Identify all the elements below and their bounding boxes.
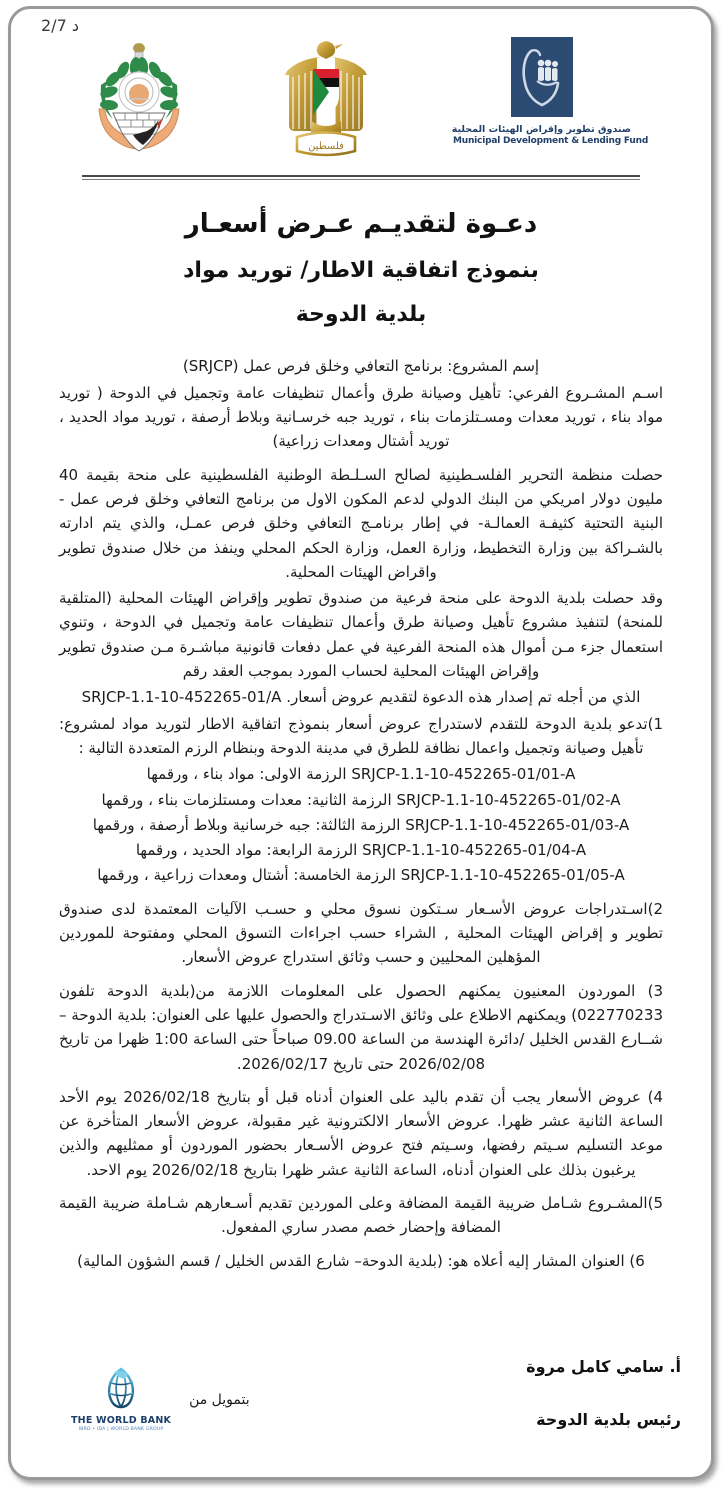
logo-row (37, 13, 685, 165)
document-body (59, 354, 663, 1272)
lot-number-2: SRJCP-1.1-10-452265-01/02-A (396, 790, 621, 809)
item-4: 4) عروض الأسعار يجب أن تقدم باليد على العنوان أدناه قبل أو بتاريخ 2026/02/18 يوم الأحد الساعة الثانية عشر ظهرا. عروض الأسعار الالكترونية غير مقبولة، عروض الأسعار المتأخرة عن موعد التسليم سـيتم رفضها، وسـيتم فتح عروض الأسـعار بحضور الموردون أو ممثليهم والذين يرغبون بذلك على العنوان أدناه، الساعة الثانية عشر ظهرا بتاريخ 2026/02/18 يوم الاحد. (59, 1087, 663, 1179)
lot-number-1: SRJCP-1.1-10-452265-01/01-A (351, 765, 576, 784)
contract-number: SRJCP-1.1-10-452265-01/A (81, 688, 282, 707)
lot-number-5: SRJCP-1.1-10-452265-01/05-A (400, 866, 625, 885)
eagle-of-saladin-icon (271, 37, 381, 165)
doha-municipality-logo (79, 37, 199, 167)
mdlf-logo (451, 37, 649, 146)
page-title (37, 204, 685, 332)
palestine-emblem (266, 37, 386, 169)
title-line-2: بنموذج اتفاقية الاطار/ توريد مواد (183, 258, 539, 284)
mdlf-title-en: Municipal Development & Lending Fund (453, 136, 649, 146)
funding-block (71, 1367, 250, 1432)
lot-label-3: الرزمة الثالثة: جبه خرسانية وبلاط أرصفة ، ورقمها (92, 815, 401, 834)
item-3: 3) الموردون المعنيون يمكنهم الحصول على المعلومات اللازمة من(بلدية الدوحة تلفون 022770233) ويمكنهم الاطلاع على وثائق الاسـتدراج والحصول عليها على العنوان: بلدية الدوحة – شــارع القدس الخليل /دائرة الهندسة من الساعة 09.00 صباحاً حتى الساعة 1:00 ظهرا من تاريخ 2026/02/08 حتى تاريخ 2026/02/17. (59, 981, 663, 1073)
lot-label-4: الرزمة الرابعة: مواد الحديد ، ورقمها (135, 841, 358, 860)
mdlf-title-ar: صندوق تطوير وإقراض الهيئات المحلية (451, 124, 631, 135)
lot-number-4: SRJCP-1.1-10-452265-01/04-A (362, 841, 587, 860)
document-page (8, 6, 714, 1480)
lot-item-2 (59, 788, 663, 812)
subproject-name: اسـم المشـروع الفرعي: تأهيل وصيانة طرق وأعمال تنظيفات عامة وتجميل في الدوحة ( توريد مواد بناء ، توريد معدات ومسـتلزمات بناء ، توريد جبه خرسـانية وبلاط أرصفة ، توريد مواد الحديد ، توريد أشتال ومعدات زراعية) (59, 383, 663, 451)
title-line-3: بلدية الدوحة (295, 302, 427, 328)
item-6: 6) العنوان المشار إليه أعلاه هو: (بلدية الدوحة– شارع القدس الخليل / قسم الشؤون المالية) (77, 1251, 645, 1270)
lot-label-1: الرزمة الاولى: مواد بناء ، ورقمها (146, 765, 347, 784)
emblem-caption: فلسطين (308, 141, 344, 152)
contract-number-line (59, 685, 663, 709)
item-5: 5)المشـروع شـامل ضريبة القيمة المضافة وعلى الموردين تقديم أسـعارهم شـاملة ضريبة القيمة المضافة وإحضار خصم مصدر ساري المفعول. (59, 1193, 663, 1237)
lot-label-5: الرزمة الخامسة: أشتال ومعدات زراعية ، ورقمها (97, 866, 396, 885)
signature-role: رئيس بلدية الدوحة (536, 1410, 681, 1429)
subgrant-paragraph: وقد حصلت بلدية الدوحة على منحة فرعية من صندوق تطوير وإقراض الهيئات المحلية (المتلقية للمنحة) لتنفيذ مشروع تأهيل وصيانة طرق وأعمال تنظيفات عامة وتجميل في الدوحة ، وتنوي استعمال جزء مـن أموال هذه المنحة الفرعية في عمل دفعات قانونية مباشـرة مـن صندوق تطوير وإقراض الهيئات المحلية لحساب المورد بموجب العقد رقم (59, 589, 663, 681)
doha-municipality-icon (83, 37, 195, 163)
world-bank-globe-icon (101, 1367, 141, 1409)
lot-item-4 (59, 838, 663, 862)
lot-item-5 (59, 863, 663, 887)
world-bank-subtitle: IBRD • IDA | WORLD BANK GROUP (78, 1427, 164, 1432)
project-name: إسم المشروع: برنامج التعافي وخلق فرص عمل (SRJCP) (182, 357, 540, 376)
contract-trailing-text: الذي من أجله تم إصدار هذه الدعوة لتقديم عروض أسعار. (286, 688, 641, 707)
item-2: 2)اسـتدراجات عروض الأسـعار سـتكون نسوق محلي و حسـب الآليات المعتمدة لدى صندوق تطوير و إقراض الهيئات المحلية , الشراء حسب اجراءات التسوق المحلي ومفتوحة للموردين المؤهلين المحليين و حسب وثائق استدراج عروض الأسعار. (59, 899, 663, 967)
lot-label-2: الرزمة الثانية: معدات ومستلزمات بناء ، ورقمها (101, 790, 392, 809)
grant-paragraph: حصلت منظمة التحرير الفلسـطينية لصالح السـلـطة الوطنية الفلسطينية على منحة بقيمة 40 مليون دولار امريكي من البنك الدولي لدعم المكون الاول من برنامج التعافي وخلق فرص عمل - البنية التحتية كثيفـة العمالـة- في إطار برنامـج التعافي وخلق فرص عمـل، والذي يتم ادارته بالشـراكة بين وزارة التخطيط، وزارة العمل، وزارة الحكم المحلي وينفذ من خلال صندوق تطوير واقراض الهيئات المحلية. (59, 465, 663, 581)
world-bank-logo (71, 1367, 171, 1432)
item-1: 1)تدعو بلدية الدوحة للتقدم لاستدراج عروض أسعار بنموذج اتفاقية الاطار لتوريد مواد لمشروع: تأهيل وصيانة وتجميل واعمال نظافة للطرق في مدينة الدوحة وبنظام الرزم المتعددة التالية : (59, 714, 663, 757)
signature-name: أ. سامي كامل مروة (526, 1357, 681, 1376)
world-bank-name: THE WORLD BANK (71, 1415, 172, 1426)
title-line-1: دعـوة لتقديـم عـرض أسعـار (184, 209, 538, 239)
lot-number-3: SRJCP-1.1-10-452265-01/03-A (405, 815, 630, 834)
lot-item-1 (59, 762, 663, 786)
funded-by-label: بتمويل من (189, 1391, 250, 1408)
signature-block (526, 1357, 681, 1429)
document-footer (11, 1355, 711, 1451)
page-marker: د 2/7 (41, 16, 79, 35)
lot-item-3 (59, 813, 663, 837)
mdlf-mark-icon (511, 37, 573, 117)
header-divider (82, 175, 640, 180)
